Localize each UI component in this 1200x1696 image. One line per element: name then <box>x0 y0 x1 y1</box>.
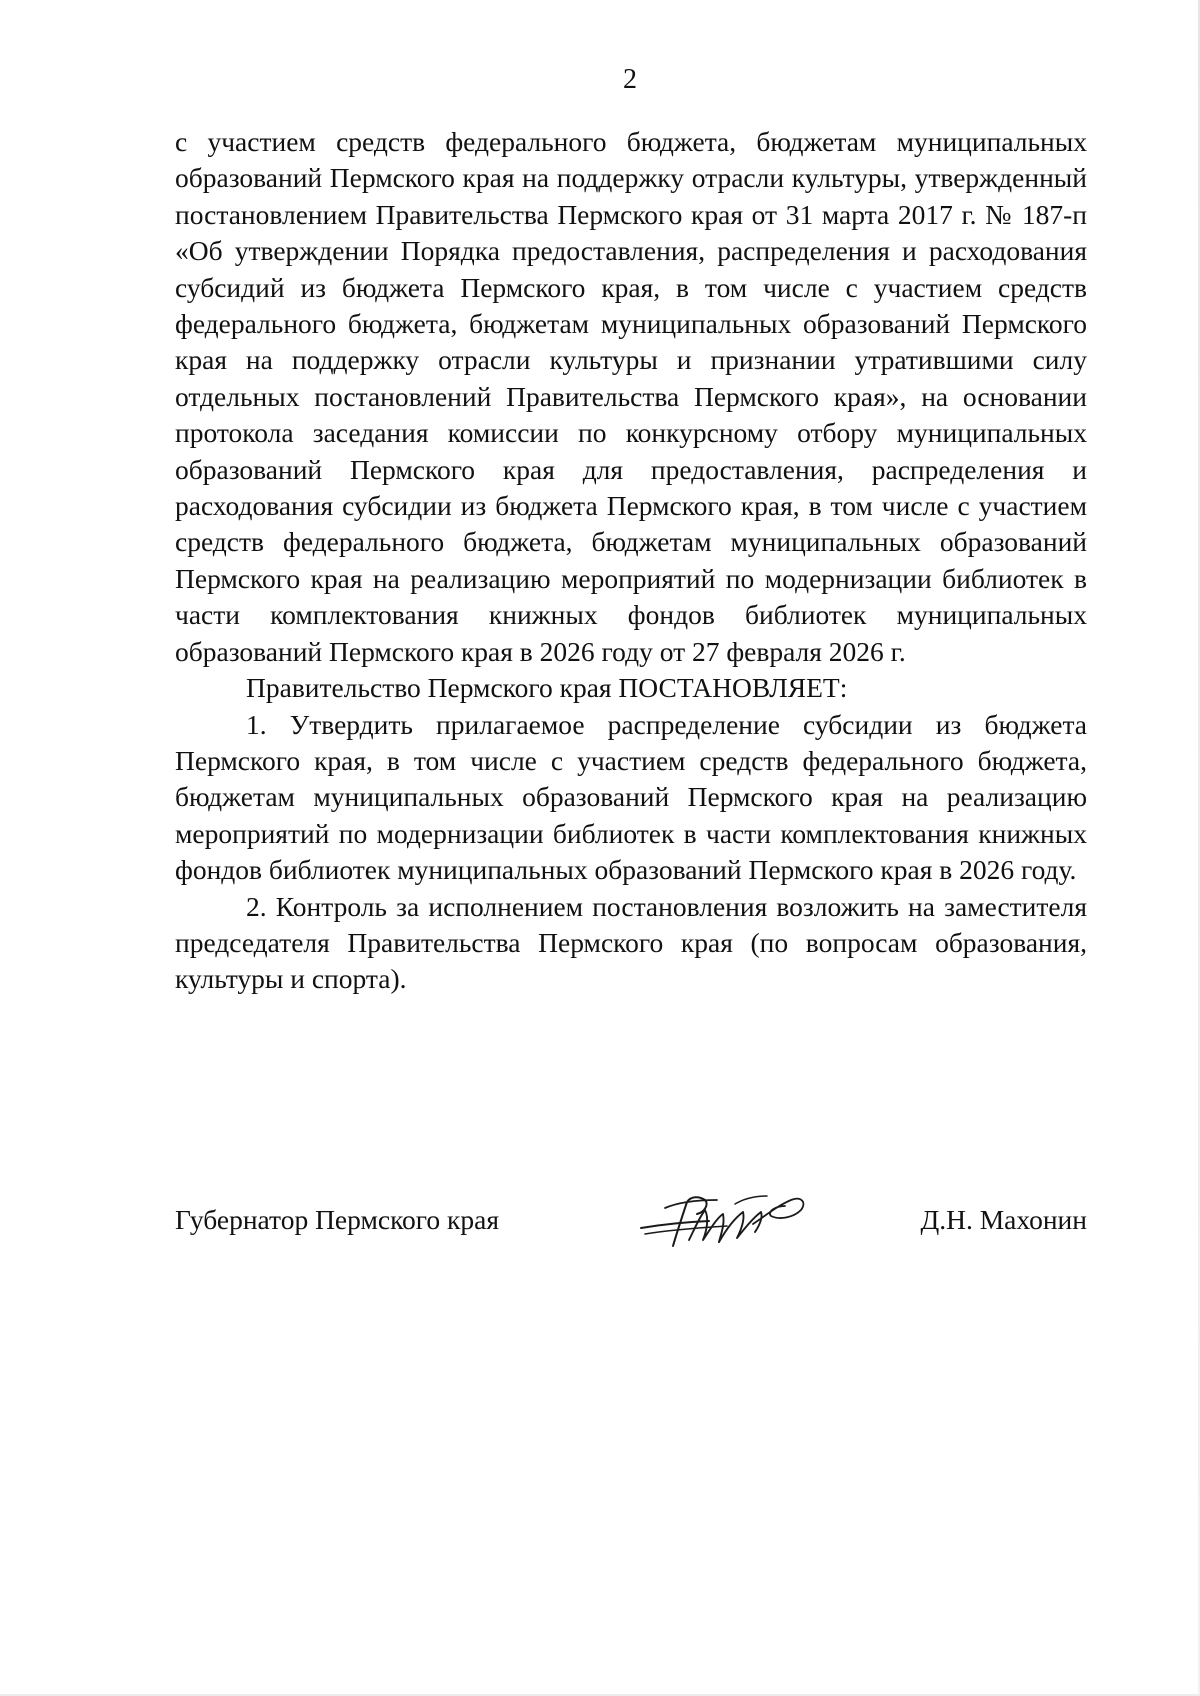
handwritten-signature <box>635 1188 825 1258</box>
document-body <box>175 124 1087 998</box>
signer-name: Д.Н. Махонин <box>920 1204 1087 1235</box>
signer-position: Губернатор Пермского края <box>175 1204 499 1235</box>
paragraph-item-2: 2. Контроль за исполнением постановления возложить на заместителя председателя Правительства Пермского края (по вопросам образования, культуры и спорта). <box>175 890 1087 995</box>
page-number: 2 <box>623 64 637 95</box>
paragraph-legal-basis: с участием средств федерального бюджета, бюджетам муниципальных образований Пермского края на поддержку отрасли культуры, утвержденный постановлением Правительства Пермского края от 31 марта 2017 г. № 187-п «Об утверждении Порядка предоставления, распределения и расходования субсидий из бюджета Пермского края, в том числе с участием средств федерального бюджета, бюджетам муниципальных образований Пермского края на поддержку отрасли культуры и признании утратившими силу отдельных постановлений Правительства Пермского края», на основании протокола заседания комиссии по конкурсному отбору муниципальных образований Пермского края для предоставления, распределения и расходования субсидии из бюджета Пермского края, в том числе с участием средств федерального бюджета, бюджетам муниципальных образований Пермского края на реализацию мероприятий по модернизации библиотек в части комплектования книжных фондов библиотек муниципальных образований Пермского края в 2026 году от 27 февраля 2026 г. <box>175 126 1087 667</box>
paragraph-item-1: 1. Утвердить прилагаемое распределение субсидии из бюджета Пермского края, в том числе с участием средств федерального бюджета, бюджетам муниципальных образований Пермского края на реализацию мероприятий по модернизации библиотек в части комплектования книжных фондов библиотек муниципальных образований Пермского края в 2026 году. <box>175 708 1087 886</box>
paragraph-resolves: Правительство Пермского края ПОСТАНОВЛЯЕТ: <box>246 672 848 704</box>
signature-block <box>175 1202 1087 1262</box>
